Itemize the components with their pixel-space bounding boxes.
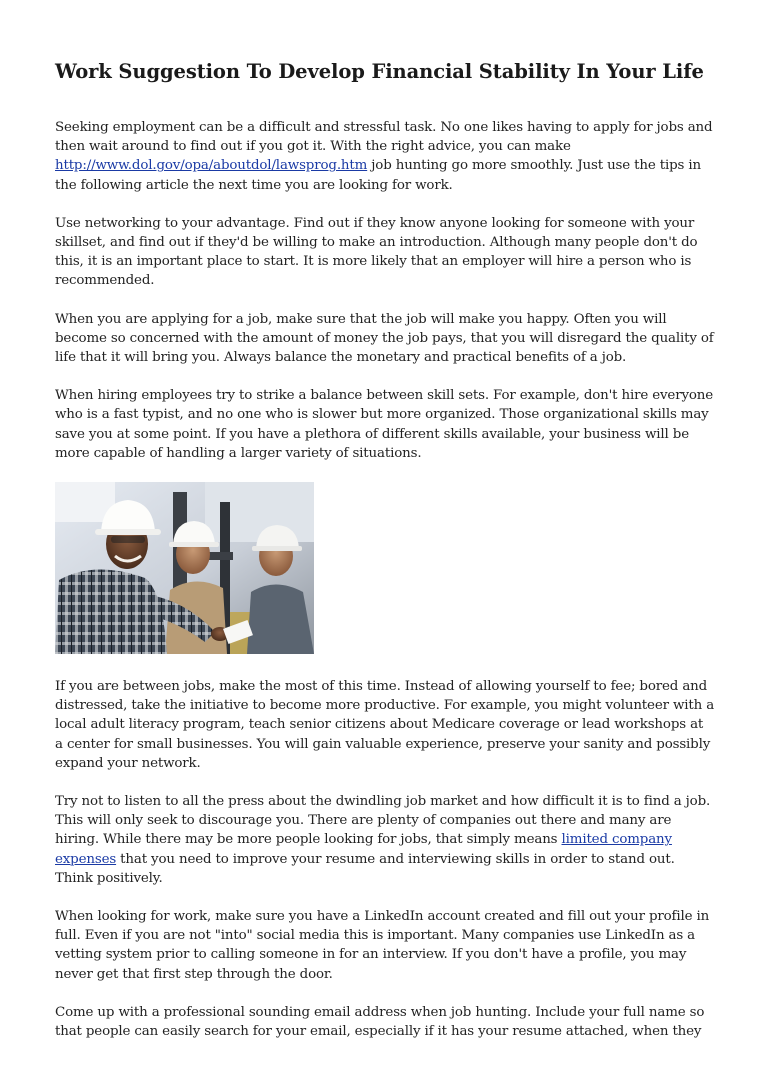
paragraph-3: When you are applying for a job, make sure that the job will make you happy. Often you will become so concerned with the amount of money the job pays, that you will disregard the quality of life that it will bring you. Always balance the monetary and practical benefits of a job. [55, 311, 714, 366]
dol-link[interactable]: http://www.dol.gov/opa/aboutdol/lawsprog.htm [55, 158, 368, 174]
article [55, 58, 715, 1060]
article-title: Work Suggestion To Develop Financial Stability In Your Life [55, 60, 704, 83]
paragraph-6-text-b: that you need to improve your resume and interviewing skills in order to stand out. Think positively. [55, 851, 675, 886]
paragraph-1 [55, 118, 715, 195]
paragraph-7: When looking for work, make sure you have a LinkedIn account created and fill out your profile in full. Even if you are not "into" social media this is important. Many companies use LinkedIn as a vetting system prior to calling someone in for an interview. If you don't have a profile, you may never get that first step through the door. [55, 909, 710, 982]
paragraph-1-text-b: job hunting go more smoothly. Just use the tips in the following article the next time you are looking for work. [55, 158, 701, 193]
paragraph-4: When hiring employees try to strike a balance between skill sets. For example, don't hire everyone who is a fast typist, and no one who is slower but more organized. Those organizational skills may save you at some point. If you have a plethora of different skills available, your business will be more capable of handling a larger variety of situations. [55, 388, 714, 461]
paragraph-8: Come up with a professional sounding email address when job hunting. Include your full name so that people can easily search for your email, especially if it has your resume attached, when they [55, 1004, 705, 1040]
paragraph-2: Use networking to your advantage. Find out if they know anyone looking for someone with your skillset, and find out if they'd be willing to make an introduction. Although many people don't do this, it is an important place to start. It is more likely that an employer will hire a person who is recommended. [55, 215, 698, 289]
paragraph-6-text-a: Try not to listen to all the press about the dwindling job market and how difficult it is to find a job. This will only seek to discourage you. There are plenty of companies out there and many are hiring. While there may be more people looking for jobs, that simply means [55, 794, 711, 848]
construction-workers-photo [55, 482, 314, 654]
paragraph-1-text-a: Seeking employment can be a difficult and stressful task. No one likes having to apply for jobs and then wait around to find out if you got it. With the right advice, you can make [55, 120, 713, 155]
paragraph-5: If you are between jobs, make the most of this time. Instead of allowing yourself to fee; bored and distressed, take the initiative to become more productive. For example, you might volunteer with a local adult literacy program, teach senior citizens about Medicare coverage or lead workshops at a center for small businesses. You will gain valuable experience, preserve your sanity and possibly expand your network. [55, 679, 715, 771]
limited-company-expenses-link[interactable]: limited company expenses [55, 832, 672, 867]
paragraph-6 [55, 792, 715, 888]
